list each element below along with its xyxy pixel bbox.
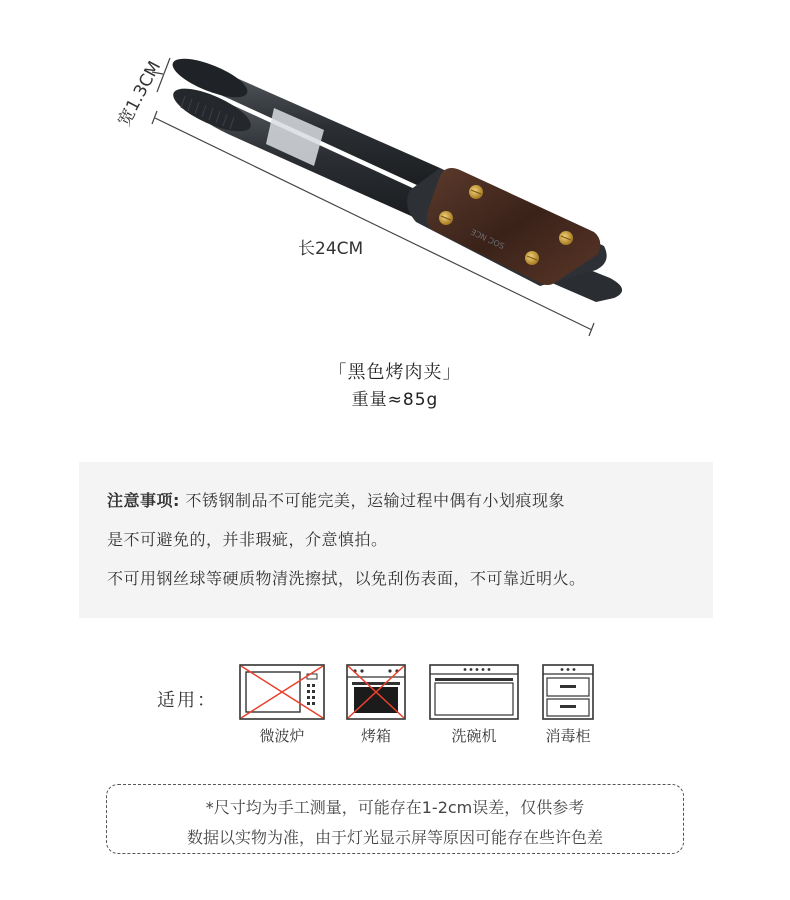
wooden-handle-panel (427, 168, 601, 285)
product-weight: 重量≈85g (351, 390, 439, 410)
footer-disclaimer (106, 784, 684, 854)
appliance-label-oven: 烤箱 (360, 727, 391, 745)
handle-engraving: ƎƆN ƆOS (469, 227, 506, 252)
product-image-area (0, 0, 790, 340)
sterilizer-cabinet-icon (542, 664, 594, 724)
footer-line-2: 数据以实物为准，由于灯光显示屏等原因可能存在些许色差 (186, 828, 603, 847)
notice-line-2: 是不可避免的，并非瑕疵，介意慎拍。 (107, 530, 388, 549)
appliance-label-dishwasher: 洗碗机 (451, 727, 497, 745)
notice-line-1 (107, 488, 565, 511)
oven-icon (346, 664, 406, 724)
dishwasher-icon (429, 664, 519, 724)
tongs-illustration (0, 0, 790, 340)
appliance-label-sterilizer: 消毒柜 (545, 727, 591, 745)
notice-title: 注意事项: (107, 491, 180, 510)
product-name: 「黑色烤肉夹」 (328, 362, 462, 383)
footer-line-1: *尺寸均为手工测量，可能存在1-2cm误差，仅供参考 (205, 798, 585, 817)
length-dimension-label: 长24CM (298, 239, 364, 259)
appliance-label-microwave: 微波炉 (259, 727, 305, 745)
width-dimension-label: 宽1.3CM (114, 58, 166, 130)
microwave-icon (239, 664, 325, 724)
notice-panel (79, 462, 713, 618)
suitable-label: 适用： (157, 690, 217, 711)
notice-line-3: 不可用钢丝球等硬质物清洗擦拭，以免刮伤表面，不可靠近明火。 (107, 569, 586, 588)
notice-text-1: 不锈钢制品不可能完美，运输过程中偶有小划痕现象 (179, 491, 565, 510)
